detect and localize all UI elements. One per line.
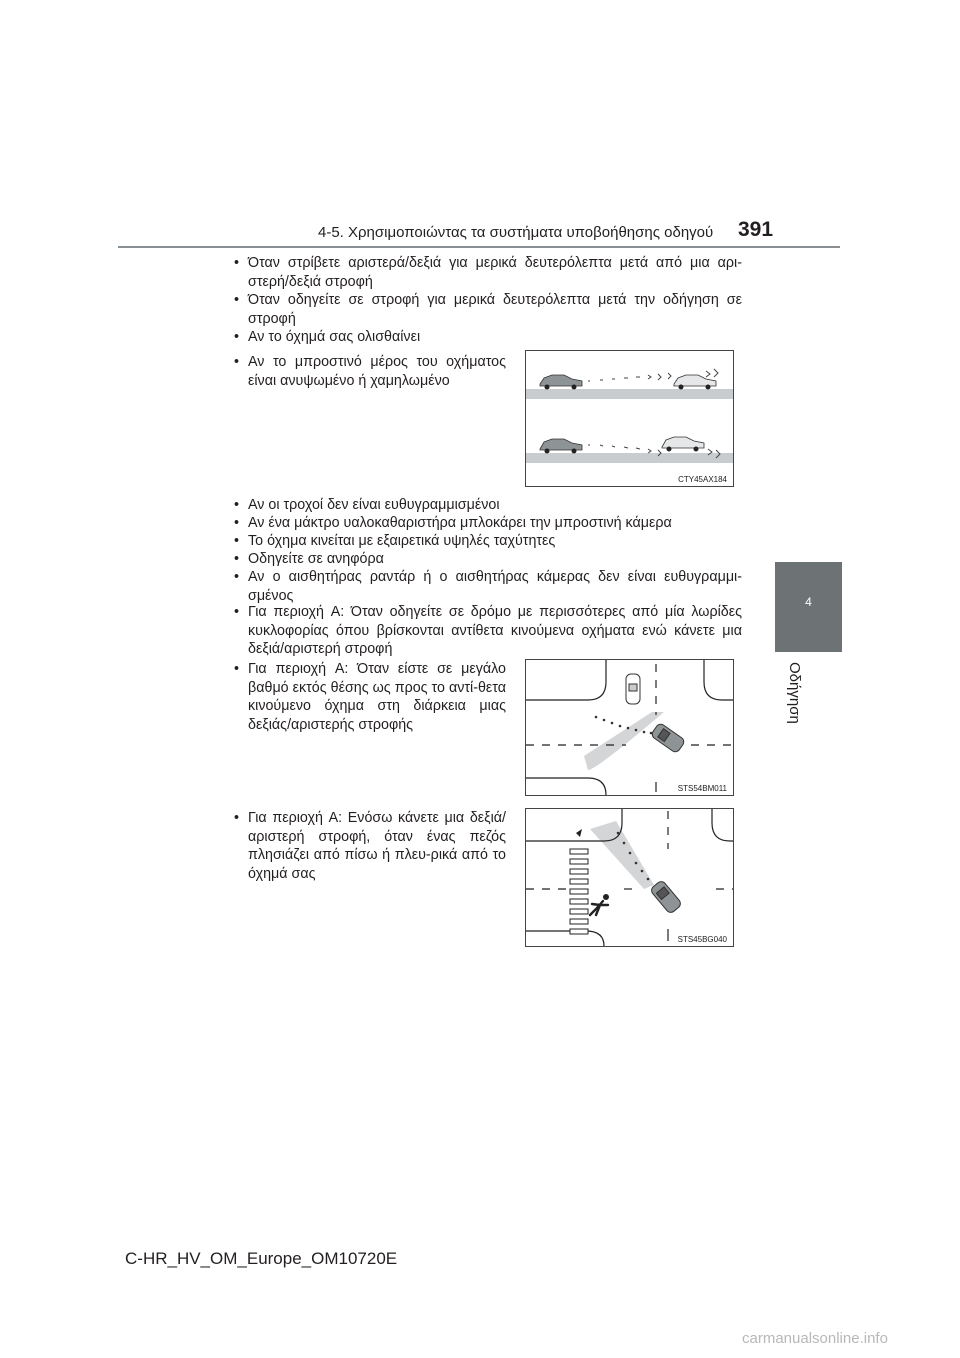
section-title: 4-5. Χρησιμοποιώντας τα συστήματα υποβοήθησης οδηγού [318, 224, 714, 241]
watermark[interactable]: carmanualsonline.info [742, 1330, 888, 1347]
pedestrian-icon [590, 894, 609, 915]
list-item: • Αν οι τροχοί δεν είναι ευθυγραμμισμένοι [234, 497, 500, 513]
figure-oncoming-vehicle [525, 659, 734, 796]
vehicle-pitch-illustration [526, 351, 733, 486]
chapter-label: Οδήγηση [786, 662, 803, 724]
list-item: • Αν ένα μάκτρο υαλοκαθαριστήρα μπλοκάρει την μπροστινή κάμερα [234, 515, 672, 531]
list-item: • Για περιοχή A: Όταν οδηγείτε σε δρόμο με περισσότερες από μία λωρίδες κυκλοφορίας όπου βρίσκονται αντίθετα κινούμενα οχήματα ενώ κάνετε μια δεξιά/αριστερή στροφή [234, 604, 742, 658]
page-number: 391 [738, 218, 774, 241]
figure-code: STS45BG040 [677, 935, 727, 944]
list-item: • Όταν στρίβετε αριστερά/δεξιά για μερικά δευτερόλεπτα μετά από μια αρι-στερή/δεξιά στροφή [234, 255, 742, 290]
figure-pedestrian [525, 808, 734, 947]
figure-vehicle-pitch [525, 350, 734, 487]
list-item: • Οδηγείτε σε ανηφόρα [234, 551, 384, 567]
figure-code: CTY45AX184 [678, 475, 727, 484]
list-item: • Αν το όχημά σας ολισθαίνει [234, 329, 421, 345]
list-item: • Αν ο αισθητήρας ραντάρ ή ο αισθητήρας κάμερας δεν είναι ευθυγραμμι-σμένος [234, 569, 742, 604]
list-item: • Για περιοχή A: Ενόσω κάνετε μια δεξιά/αριστερή στροφή, όταν ένας πεζός πλησιάζει από πίσω ή πλευ-ρικά από το όχημά σας [234, 810, 506, 882]
document-id-footer: C-HR_HV_OM_Europe_OM10720E [125, 1249, 398, 1268]
header-rule [118, 246, 840, 248]
chapter-number: 4 [805, 595, 812, 609]
figure-code: STS54BM011 [677, 784, 727, 793]
oncoming-vehicle-illustration [526, 660, 733, 795]
list-item: • Όταν οδηγείτε σε στροφή για μερικά δευτερόλεπτα μετά την οδήγηση σε στροφή [234, 292, 742, 327]
list-item: • Το όχημα κινείται με εξαιρετικά υψηλές ταχύτητες [234, 533, 556, 549]
list-item: • Αν το μπροστινό μέρος του οχήματος είναι ανυψωμένο ή χαμηλωμένο [234, 354, 506, 389]
pedestrian-illustration [526, 809, 733, 946]
chapter-tab[interactable] [775, 562, 842, 652]
list-item: • Για περιοχή A: Όταν είστε σε μεγάλο βαθμό εκτός θέσης ως προς το αντί-θετα κινούμενο όχημα στη διάρκεια μιας δεξιάς/αριστερής στροφής [234, 661, 506, 733]
